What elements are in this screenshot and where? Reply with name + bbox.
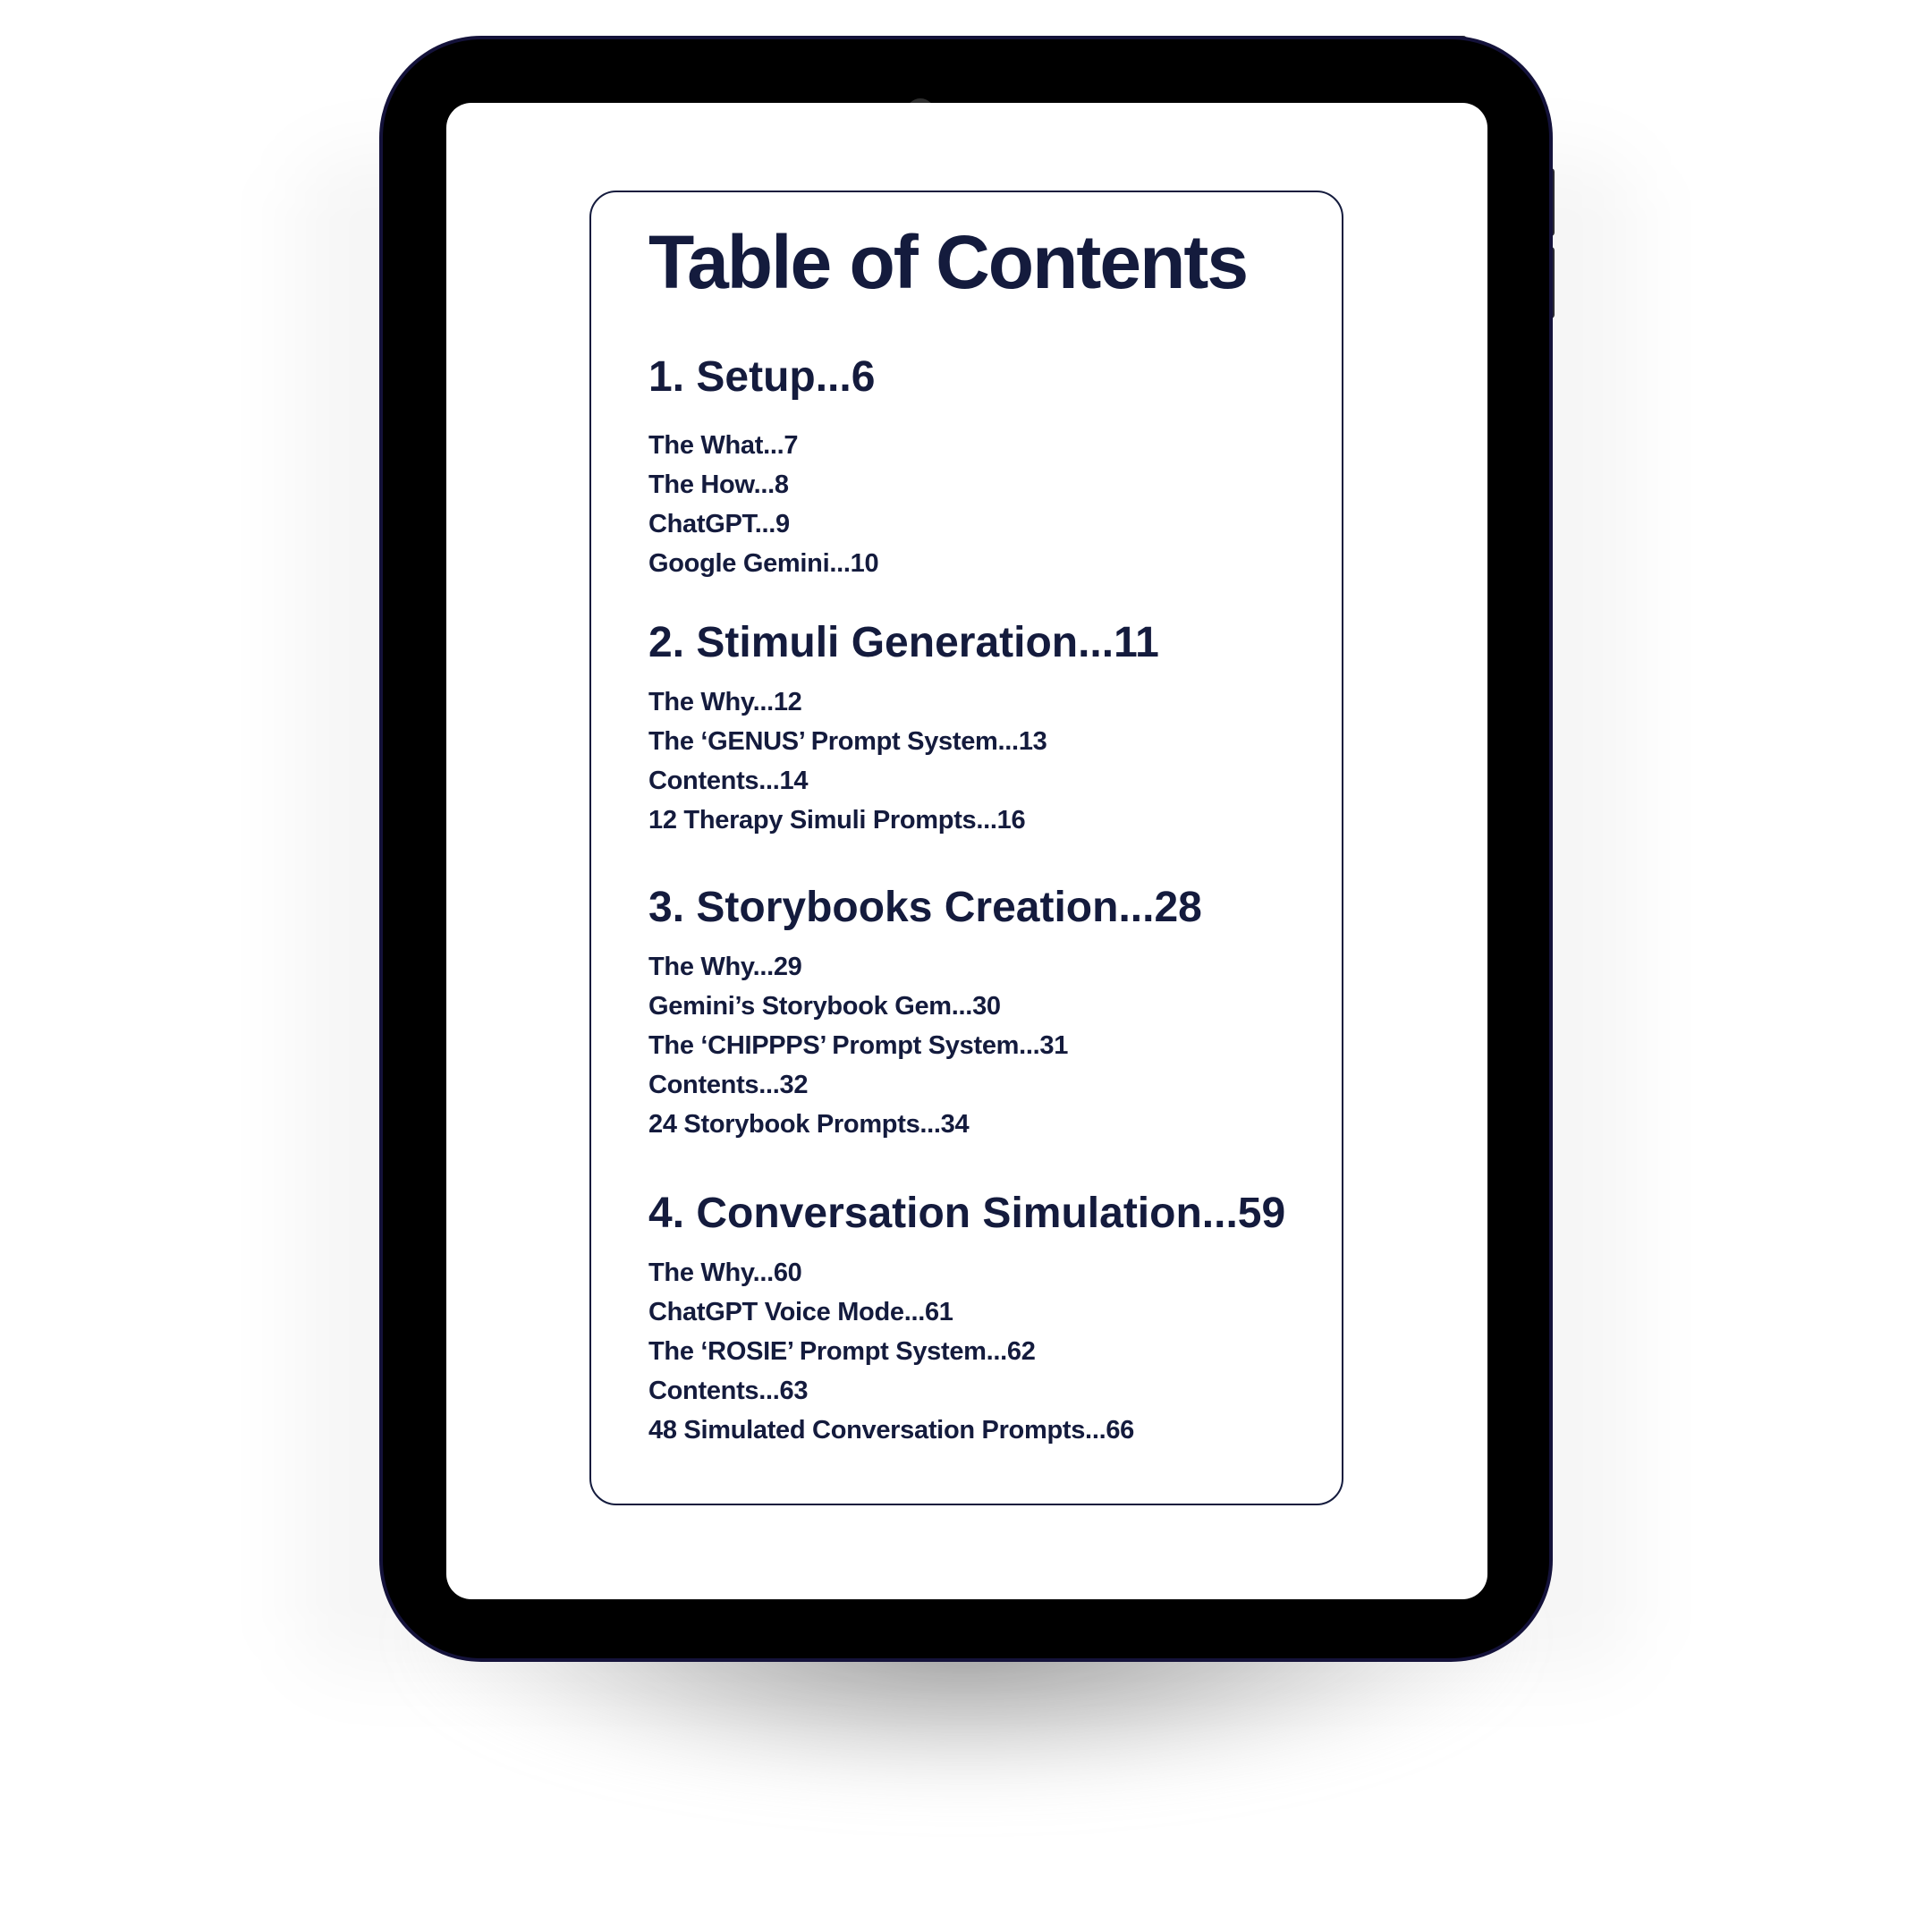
toc-entry[interactable]: ChatGPT...9 (648, 510, 790, 538)
toc-entry[interactable]: 24 Storybook Prompts...34 (648, 1110, 970, 1139)
toc-entry[interactable]: The Why...29 (648, 953, 802, 981)
toc-entry[interactable]: The ‘CHIPPPS’ Prompt System...31 (648, 1031, 1069, 1060)
page-title: Table of Contents (648, 220, 1248, 304)
toc-entry[interactable]: Contents...63 (648, 1377, 809, 1405)
toc-entry[interactable]: The Why...12 (648, 688, 802, 716)
tablet-device (383, 39, 1549, 1658)
section-heading[interactable]: 3. Storybooks Creation...28 (648, 884, 1202, 931)
toc-section-conversation-simulation (648, 1192, 1285, 1450)
section-entries (648, 1253, 1285, 1450)
toc-entry[interactable]: Google Gemini...10 (648, 549, 879, 578)
toc-entry[interactable]: The How...8 (648, 470, 789, 499)
section-entries (648, 947, 1202, 1144)
toc-entry[interactable]: ChatGPT Voice Mode...61 (648, 1298, 953, 1326)
toc-section-setup (648, 353, 879, 583)
toc-entry[interactable]: Contents...32 (648, 1071, 809, 1099)
section-entries (648, 682, 1159, 840)
section-heading[interactable]: 4. Conversation Simulation...59 (648, 1190, 1286, 1237)
toc-entry[interactable]: The ‘GENUS’ Prompt System...13 (648, 727, 1047, 756)
toc-entry[interactable]: The What...7 (648, 431, 799, 460)
toc-entry[interactable]: 48 Simulated Conversation Prompts...66 (648, 1416, 1134, 1445)
toc-entry[interactable]: 12 Therapy Simuli Prompts...16 (648, 806, 1026, 835)
table-of-contents-card (589, 191, 1343, 1505)
toc-section-stimuli-generation (648, 619, 1159, 840)
toc-entry[interactable]: The ‘ROSIE’ Prompt System...62 (648, 1337, 1036, 1366)
toc-entry[interactable]: The Why...60 (648, 1258, 802, 1287)
toc-entry[interactable]: Contents...14 (648, 767, 809, 795)
section-heading[interactable]: 2. Stimuli Generation...11 (648, 619, 1159, 666)
section-entries (648, 426, 878, 583)
toc-section-storybooks-creation (648, 886, 1202, 1144)
tablet-screen (446, 103, 1487, 1599)
section-heading[interactable]: 1. Setup...6 (648, 353, 876, 401)
toc-entry[interactable]: Gemini’s Storybook Gem...30 (648, 992, 1001, 1021)
